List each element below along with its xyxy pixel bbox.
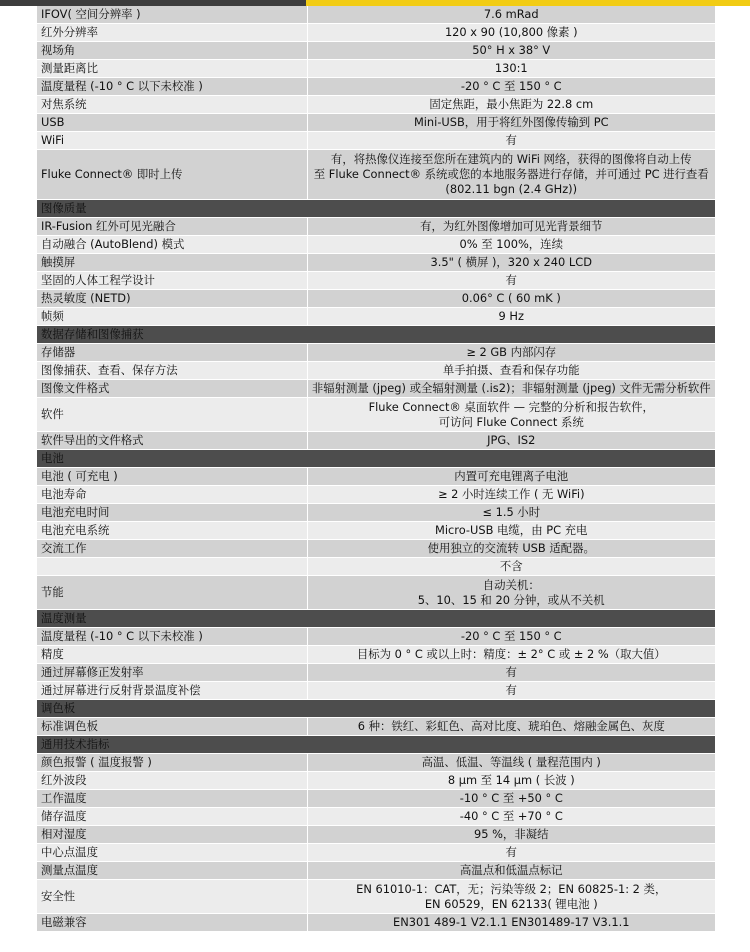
spec-label: 中心点温度: [37, 844, 307, 862]
spec-value-line: 至 Fluke Connect® 系统或您的本地服务器进行存储，并可通过 PC 进行查看: [313, 167, 709, 181]
spec-label: 软件导出的文件格式: [37, 432, 307, 450]
spec-row: [37, 432, 715, 450]
spec-value-line: Mini-USB，用于将红外图像传输到 PC: [413, 115, 609, 129]
spec-label: 对焦系统: [37, 96, 307, 114]
section-title: 通用技术指标: [37, 736, 715, 754]
spec-label: 存储器: [37, 344, 307, 362]
spec-row: [37, 718, 715, 736]
spec-value: [307, 132, 715, 150]
spec-label: 自动融合 (AutoBlend) 模式: [37, 236, 307, 254]
spec-label: 热灵敏度 (NETD): [37, 290, 307, 308]
spec-value: [307, 576, 715, 610]
spec-label: 电磁兼容: [37, 914, 307, 932]
spec-label: 软件: [37, 398, 307, 432]
spec-value: [307, 398, 715, 432]
spec-value: [307, 78, 715, 96]
spec-label: 图像文件格式: [37, 380, 307, 398]
spec-value-line: 自动关机：: [482, 577, 540, 592]
spec-value-line: 8 μm 至 14 μm ( 长波 ): [447, 773, 575, 787]
spec-value: [307, 272, 715, 290]
spec-value: [307, 218, 715, 236]
spec-row: [37, 78, 715, 96]
spec-row: [37, 272, 715, 290]
spec-value-line: 固定焦距，最小焦距为 22.8 cm: [429, 97, 594, 111]
spec-row: [37, 468, 715, 486]
spec-label: 相对湿度: [37, 826, 307, 844]
spec-label: 安全性: [37, 880, 307, 914]
spec-row: [37, 826, 715, 844]
spec-row: [37, 504, 715, 522]
spec-label: 电池 ( 可充电 ): [37, 468, 307, 486]
spec-label: 红外分辨率: [37, 24, 307, 42]
spec-value: [307, 522, 715, 540]
spec-label: 电池充电系统: [37, 522, 307, 540]
spec-value-line: 0.06° C ( 60 mK ): [461, 291, 561, 305]
spec-value: [307, 540, 715, 558]
specifications-table: [37, 6, 715, 932]
spec-value-line: ≥ 2 小时连续工作 ( 无 WiFi): [437, 487, 585, 501]
spec-value-line: 内置可充电锂离子电池: [454, 469, 569, 483]
spec-value: [307, 754, 715, 772]
spec-value-line: ≥ 2 GB 内部闪存: [466, 345, 557, 359]
spec-value: [307, 114, 715, 132]
spec-value-line: 高温点和低温点标记: [459, 863, 563, 877]
spec-row: [37, 664, 715, 682]
spec-label: 通过屏幕进行反射背景温度补偿: [37, 682, 307, 700]
spec-value: [307, 362, 715, 380]
spec-value: [307, 826, 715, 844]
spec-value-line: 有: [505, 273, 517, 287]
spec-row: [37, 540, 715, 558]
spec-row: [37, 576, 715, 610]
spec-value-line: 9 Hz: [498, 309, 524, 323]
spec-row: [37, 344, 715, 362]
spec-value-line: 5、10、15 和 20 分钟，或从不关机: [417, 592, 605, 607]
spec-value: [307, 844, 715, 862]
spec-row: [37, 96, 715, 114]
spec-value: [307, 558, 715, 576]
spec-row: [37, 754, 715, 772]
spec-row: [37, 60, 715, 78]
spec-value-line: 有: [505, 133, 517, 147]
spec-value-line: 单手拍摄、查看和保存功能: [442, 363, 580, 377]
spec-row: [37, 558, 715, 576]
spec-label: WiFi: [37, 132, 307, 150]
spec-label: 通过屏幕修正发射率: [37, 664, 307, 682]
spec-value-line: 50° H x 38° V: [472, 43, 551, 57]
spec-value-line: JPG、IS2: [487, 433, 536, 447]
spec-value-line: 不含: [499, 559, 523, 573]
spec-row: [37, 398, 715, 432]
spec-row: [37, 646, 715, 664]
section-header-row: [37, 700, 715, 718]
spec-value-line: Micro-USB 电缆，由 PC 充电: [435, 523, 588, 537]
spec-value: [307, 380, 715, 398]
spec-value: [307, 308, 715, 326]
spec-value: [307, 486, 715, 504]
spec-row: [37, 6, 715, 24]
spec-row: [37, 844, 715, 862]
spec-row: [37, 808, 715, 826]
spec-row: [37, 150, 715, 200]
spec-value-line: 使用独立的交流转 USB 适配器。: [427, 541, 595, 555]
spec-value: [307, 772, 715, 790]
spec-value: [307, 914, 715, 932]
section-title: 数据存储和图像捕获: [37, 326, 715, 344]
spec-value: [307, 664, 715, 682]
spec-label: 电池充电时间: [37, 504, 307, 522]
spec-row: [37, 24, 715, 42]
spec-row: [37, 772, 715, 790]
spec-value: [307, 808, 715, 826]
spec-value-line: -20 ° C 至 150 ° C: [460, 79, 562, 93]
spec-value-line: 有: [505, 683, 517, 697]
spec-value: [307, 880, 715, 914]
spec-value: [307, 432, 715, 450]
spec-label: 视场角: [37, 42, 307, 60]
spec-row: [37, 914, 715, 932]
section-title: 图像质量: [37, 200, 715, 218]
spec-row: [37, 862, 715, 880]
spec-label: 储存温度: [37, 808, 307, 826]
spec-value-line: 6 种：铁红、彩虹色、高对比度、琥珀色、熔融金属色、灰度: [357, 719, 665, 733]
spec-label: USB: [37, 114, 307, 132]
spec-value: [307, 344, 715, 362]
spec-value-line: 120 x 90 (10,800 像素 ): [444, 25, 578, 39]
spec-value-line: EN301 489-1 V2.1.1 EN301489-17 V3.1.1: [393, 915, 630, 929]
spec-value: [307, 150, 715, 200]
spec-value: [307, 236, 715, 254]
spec-value: [307, 290, 715, 308]
spec-value-line: ≤ 1.5 小时: [482, 505, 541, 519]
spec-label: 温度量程 (-10 ° C 以下未校准 ): [37, 78, 307, 96]
spec-label: 坚固的人体工程学设计: [37, 272, 307, 290]
spec-row: [37, 290, 715, 308]
spec-value-line: 95 %，非凝结: [473, 827, 549, 841]
section-header-row: [37, 200, 715, 218]
spec-row: [37, 486, 715, 504]
spec-value-line: 非辐射测量 (jpeg) 或全辐射测量 (.is2)；非辐射测量 (jpeg) 文件无需分析软件: [311, 381, 711, 395]
spec-label: 测量点温度: [37, 862, 307, 880]
spec-row: [37, 236, 715, 254]
spec-value: [307, 24, 715, 42]
spec-row: [37, 362, 715, 380]
section-header-row: [37, 450, 715, 468]
section-header-row: [37, 326, 715, 344]
spec-value-line: 高温、低温、等温线 ( 量程范围内 ): [421, 755, 601, 769]
spec-value: [307, 646, 715, 664]
spec-label: 标准调色板: [37, 718, 307, 736]
spec-value: [307, 504, 715, 522]
spec-value-line: (802.11 bgn (2.4 GHz)): [445, 182, 578, 196]
spec-label: IFOV( 空间分辨率 ): [37, 6, 307, 24]
specifications-table-body: [37, 6, 715, 932]
spec-value-line: 有，将热像仪连接至您所在建筑内的 WiFi 网络，获得的图像将自动上传: [330, 152, 692, 166]
spec-value: [307, 60, 715, 78]
spec-value-line: EN 60529，EN 62133( 锂电池 ): [424, 896, 598, 911]
spec-value: [307, 254, 715, 272]
spec-label: 图像捕获、查看、保存方法: [37, 362, 307, 380]
spec-value-line: 3.5" ( 横屏 )，320 x 240 LCD: [430, 255, 592, 269]
spec-value: [307, 42, 715, 60]
spec-label: 节能: [37, 576, 307, 610]
spec-value-line: Fluke Connect® 桌面软件 — 完整的分析和报告软件，: [368, 399, 654, 414]
spec-value: [307, 682, 715, 700]
spec-value-line: 有，为红外图像增加可见光背景细节: [420, 219, 603, 233]
spec-value: [307, 628, 715, 646]
spec-label: Fluke Connect® 即时上传: [37, 150, 307, 200]
spec-row: [37, 218, 715, 236]
spec-label: IR-Fusion 红外可见光融合: [37, 218, 307, 236]
spec-row: [37, 790, 715, 808]
spec-row: [37, 42, 715, 60]
spec-value-line: -40 ° C 至 +70 ° C: [459, 809, 563, 823]
section-header-row: [37, 736, 715, 754]
spec-label: 温度量程 (-10 ° C 以下未校准 ): [37, 628, 307, 646]
spec-row: [37, 682, 715, 700]
spec-value-line: -10 ° C 至 +50 ° C: [459, 791, 563, 805]
spec-label: 触摸屏: [37, 254, 307, 272]
section-title: 电池: [37, 450, 715, 468]
spec-value: [307, 468, 715, 486]
spec-row: [37, 308, 715, 326]
spec-value: [307, 790, 715, 808]
spec-value: [307, 862, 715, 880]
spec-value-line: 可访问 Fluke Connect 系统: [438, 414, 584, 429]
section-title: 调色板: [37, 700, 715, 718]
spec-label: 交流工作: [37, 540, 307, 558]
spec-value-line: 有: [505, 845, 517, 859]
spec-label: 电池寿命: [37, 486, 307, 504]
spec-label: 精度: [37, 646, 307, 664]
spec-label: 颜色报警 ( 温度报警 ): [37, 754, 307, 772]
spec-value-line: EN 61010-1：CAT，无；污染等级 2；EN 60825-1: 2 类，: [356, 881, 667, 896]
spec-label: 工作温度: [37, 790, 307, 808]
spec-value-line: -20 ° C 至 150 ° C: [460, 629, 562, 643]
spec-value-line: 有: [505, 665, 517, 679]
spec-value: [307, 6, 715, 24]
spec-value-line: 130:1: [494, 61, 528, 75]
spec-value: [307, 96, 715, 114]
section-title: 温度测量: [37, 610, 715, 628]
spec-row: [37, 628, 715, 646]
section-header-row: [37, 610, 715, 628]
spec-label: [37, 558, 307, 576]
spec-label: 红外波段: [37, 772, 307, 790]
spec-row: [37, 254, 715, 272]
spec-row: [37, 132, 715, 150]
spec-row: [37, 522, 715, 540]
spec-row: [37, 880, 715, 914]
spec-value-line: 目标为 0 ° C 或以上时：精度：± 2° C 或 ± 2 %（取大值）: [356, 647, 666, 661]
spec-value-line: 7.6 mRad: [483, 7, 539, 21]
spec-value-line: 0% 至 100%，连续: [459, 237, 563, 251]
spec-row: [37, 380, 715, 398]
spec-label: 测量距离比: [37, 60, 307, 78]
spec-row: [37, 114, 715, 132]
spec-value: [307, 718, 715, 736]
spec-label: 帧频: [37, 308, 307, 326]
